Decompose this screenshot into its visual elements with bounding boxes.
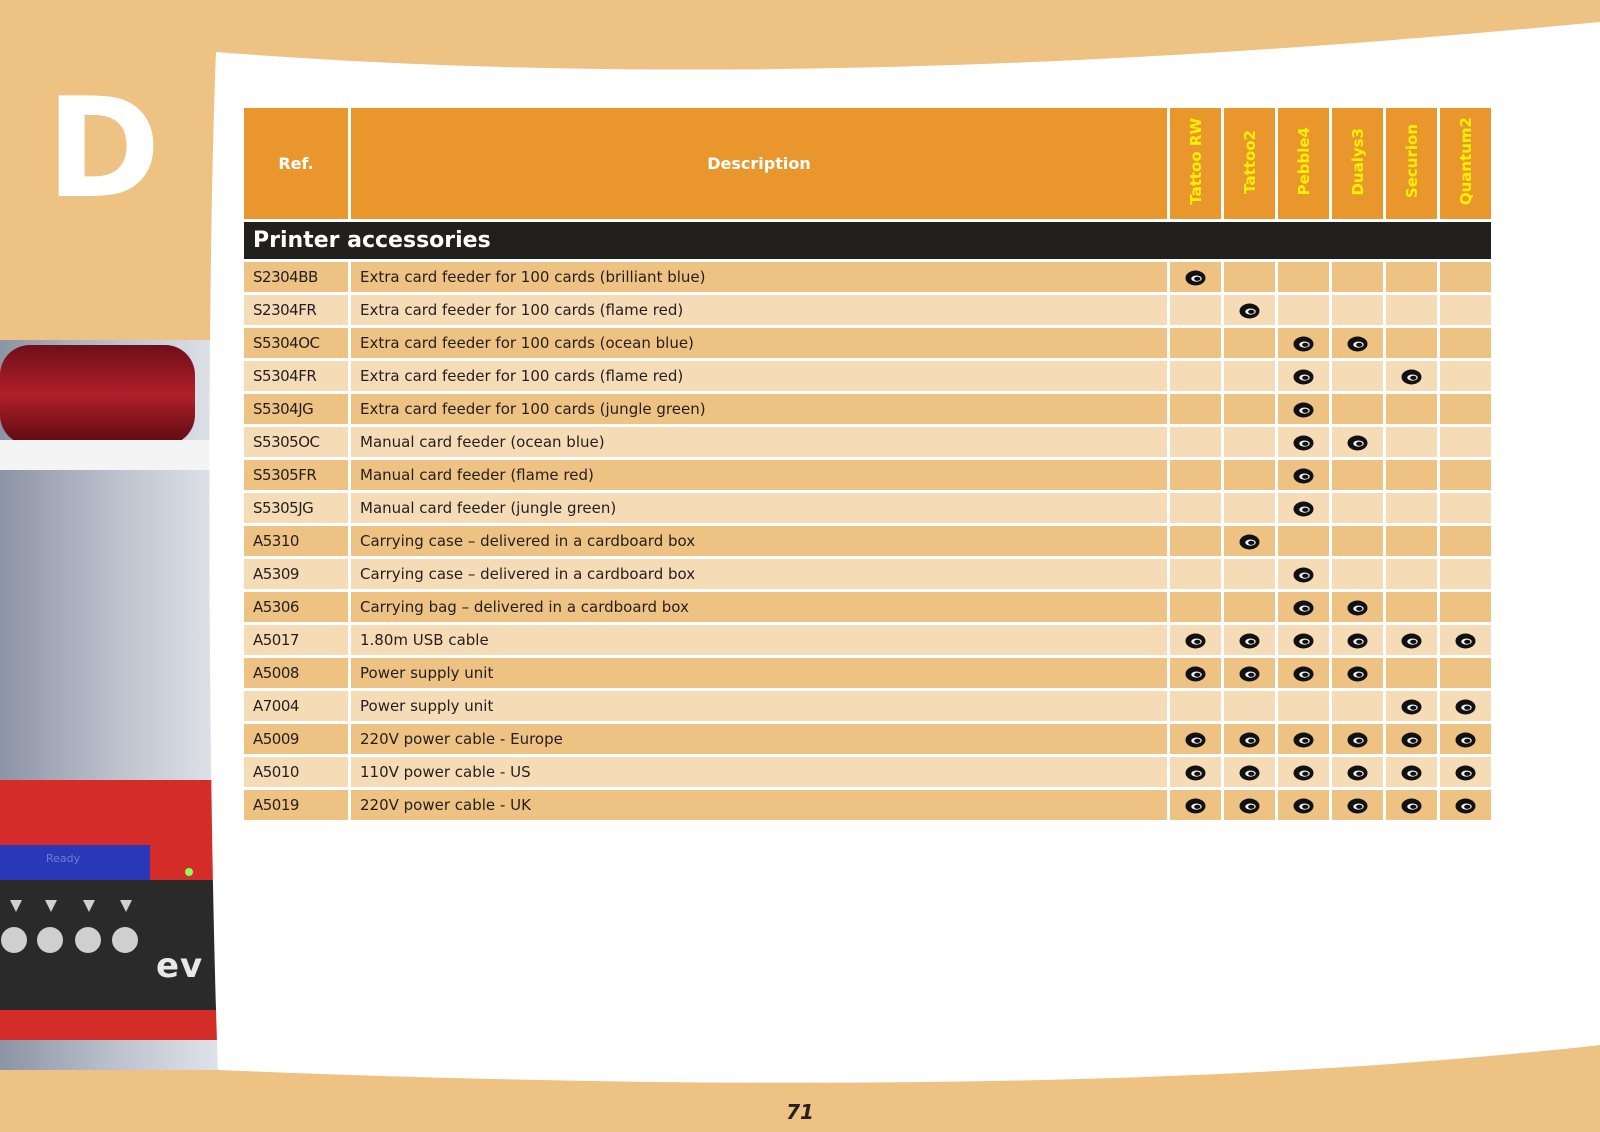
compatibility-cell [1386, 295, 1437, 325]
table-row [244, 625, 1491, 655]
compatibility-cell [1278, 790, 1329, 820]
printer-brand-text: ev [156, 946, 204, 986]
description-cell: Manual card feeder (jungle green) [351, 493, 1167, 523]
compatible-bullet-icon [1185, 732, 1206, 748]
compatibility-cell [1386, 328, 1437, 358]
compatible-bullet-icon [1347, 765, 1368, 781]
compatibility-cell [1386, 790, 1437, 820]
compatibility-cell [1386, 262, 1437, 292]
compatibility-cell [1386, 724, 1437, 754]
compatibility-cell [1278, 295, 1329, 325]
compatible-bullet-icon [1401, 732, 1422, 748]
table-row [244, 295, 1491, 325]
ref-cell: A5306 [244, 592, 348, 622]
compatibility-cell [1386, 361, 1437, 391]
compatible-bullet-icon [1293, 765, 1314, 781]
ref-cell: A5010 [244, 757, 348, 787]
ref-cell: S2304BB [244, 262, 348, 292]
ref-cell: S5305OC [244, 427, 348, 457]
table-row [244, 328, 1491, 358]
compatibility-cell [1224, 427, 1275, 457]
compatibility-cell [1224, 559, 1275, 589]
compatibility-cell [1386, 625, 1437, 655]
compatible-bullet-icon [1293, 435, 1314, 451]
compatibility-cell [1224, 691, 1275, 721]
compatible-bullet-icon [1347, 666, 1368, 682]
compatibility-cell [1278, 757, 1329, 787]
compatibility-cell [1278, 658, 1329, 688]
header-model-tattoo2 [1224, 108, 1275, 219]
compatibility-cell [1332, 757, 1383, 787]
header-model-dualys3 [1332, 108, 1383, 219]
compatibility-cell [1170, 757, 1221, 787]
compatibility-cell [1332, 724, 1383, 754]
compatibility-cell [1170, 592, 1221, 622]
table-row [244, 790, 1491, 820]
compatibility-cell [1170, 658, 1221, 688]
compatible-bullet-icon [1239, 633, 1260, 649]
compatible-bullet-icon [1185, 798, 1206, 814]
compatibility-cell [1224, 361, 1275, 391]
page-number: 71 [786, 1100, 814, 1124]
compatibility-cell [1332, 790, 1383, 820]
compatibility-cell [1278, 262, 1329, 292]
compatibility-cell [1278, 559, 1329, 589]
compatibility-cell [1440, 328, 1491, 358]
compatibility-cell [1170, 361, 1221, 391]
compatibility-cell [1224, 790, 1275, 820]
description-cell: Extra card feeder for 100 cards (ocean blue) [351, 328, 1167, 358]
header-model-quantum2 [1440, 108, 1491, 219]
header-model-label: Pebble4 [1294, 127, 1313, 196]
ref-cell: A5019 [244, 790, 348, 820]
compatibility-cell [1224, 526, 1275, 556]
compatibility-cell [1440, 427, 1491, 457]
compatible-bullet-icon [1185, 765, 1206, 781]
compatibility-cell [1224, 262, 1275, 292]
compatible-bullet-icon [1239, 732, 1260, 748]
compatibility-cell [1170, 493, 1221, 523]
compatibility-cell [1278, 625, 1329, 655]
ref-cell: A5009 [244, 724, 348, 754]
compatibility-cell [1440, 262, 1491, 292]
section-letter: D [46, 68, 161, 229]
compatibility-cell [1386, 526, 1437, 556]
compatibility-cell [1278, 493, 1329, 523]
ref-cell: S5305JG [244, 493, 348, 523]
compatibility-cell [1224, 460, 1275, 490]
compatibility-cell [1278, 526, 1329, 556]
compatible-bullet-icon [1401, 369, 1422, 385]
compatibility-cell [1224, 295, 1275, 325]
compatibility-cell [1278, 427, 1329, 457]
section-title: Printer accessories [244, 222, 1491, 259]
compatible-bullet-icon [1293, 501, 1314, 517]
compatibility-cell [1278, 460, 1329, 490]
description-cell: 220V power cable - UK [351, 790, 1167, 820]
compatible-bullet-icon [1347, 633, 1368, 649]
compatibility-cell [1332, 493, 1383, 523]
compatibility-cell [1386, 691, 1437, 721]
description-cell: Extra card feeder for 100 cards (jungle green) [351, 394, 1167, 424]
header-model-tattoo-rw [1170, 108, 1221, 219]
compatible-bullet-icon [1455, 633, 1476, 649]
compatible-bullet-icon [1185, 270, 1206, 286]
compatibility-cell [1386, 427, 1437, 457]
table-row [244, 526, 1491, 556]
table-row [244, 691, 1491, 721]
compatible-bullet-icon [1347, 435, 1368, 451]
compatibility-cell [1332, 262, 1383, 292]
ref-cell: S5304FR [244, 361, 348, 391]
compatible-bullet-icon [1293, 468, 1314, 484]
description-cell: 110V power cable - US [351, 757, 1167, 787]
compatibility-cell [1332, 295, 1383, 325]
compatibility-cell [1278, 394, 1329, 424]
compatibility-cell [1440, 625, 1491, 655]
compatible-bullet-icon [1293, 600, 1314, 616]
table-row [244, 262, 1491, 292]
compatibility-cell [1278, 691, 1329, 721]
description-cell: Carrying bag – delivered in a cardboard box [351, 592, 1167, 622]
compatibility-cell [1332, 328, 1383, 358]
compatibility-cell [1170, 394, 1221, 424]
compatible-bullet-icon [1293, 732, 1314, 748]
compatibility-cell [1224, 394, 1275, 424]
compatibility-cell [1332, 592, 1383, 622]
compatibility-cell [1170, 625, 1221, 655]
compatible-bullet-icon [1347, 798, 1368, 814]
compatibility-cell [1440, 394, 1491, 424]
compatibility-cell [1224, 328, 1275, 358]
compatibility-cell [1224, 724, 1275, 754]
description-cell: Carrying case – delivered in a cardboard box [351, 526, 1167, 556]
compatibility-cell [1278, 361, 1329, 391]
description-cell: Power supply unit [351, 658, 1167, 688]
compatibility-cell [1170, 724, 1221, 754]
description-cell: Manual card feeder (flame red) [351, 460, 1167, 490]
compatible-bullet-icon [1239, 303, 1260, 319]
description-cell: Carrying case – delivered in a cardboard box [351, 559, 1167, 589]
header-model-label: Tattoo RW [1186, 118, 1205, 205]
compatibility-cell [1386, 658, 1437, 688]
description-cell: Power supply unit [351, 691, 1167, 721]
compatibility-cell [1224, 658, 1275, 688]
compatibility-cell [1332, 625, 1383, 655]
compatibility-cell [1224, 757, 1275, 787]
compatibility-cell [1440, 493, 1491, 523]
compatible-bullet-icon [1293, 567, 1314, 583]
compatibility-cell [1386, 559, 1437, 589]
compatible-bullet-icon [1347, 600, 1368, 616]
compatibility-cell [1386, 757, 1437, 787]
compatible-bullet-icon [1347, 732, 1368, 748]
compatibility-cell [1170, 460, 1221, 490]
compatibility-cell [1332, 658, 1383, 688]
compatible-bullet-icon [1293, 633, 1314, 649]
compatible-bullet-icon [1239, 798, 1260, 814]
ref-cell: S5304OC [244, 328, 348, 358]
header-model-pebble4 [1278, 108, 1329, 219]
compatibility-cell [1332, 361, 1383, 391]
compatibility-cell [1332, 427, 1383, 457]
compatible-bullet-icon [1293, 666, 1314, 682]
description-cell: Extra card feeder for 100 cards (flame red) [351, 361, 1167, 391]
compatible-bullet-icon [1401, 633, 1422, 649]
table-row [244, 592, 1491, 622]
compatible-bullet-icon [1239, 666, 1260, 682]
compatible-bullet-icon [1347, 336, 1368, 352]
ref-cell: S5305FR [244, 460, 348, 490]
compatible-bullet-icon [1185, 666, 1206, 682]
compatibility-cell [1386, 394, 1437, 424]
compatibility-cell [1170, 790, 1221, 820]
table-row [244, 460, 1491, 490]
ref-cell: S5304JG [244, 394, 348, 424]
description-cell: 220V power cable - Europe [351, 724, 1167, 754]
compatible-bullet-icon [1239, 765, 1260, 781]
ref-cell: A7004 [244, 691, 348, 721]
table-row [244, 361, 1491, 391]
compatible-bullet-icon [1293, 336, 1314, 352]
table-row [244, 394, 1491, 424]
table-header-row [244, 108, 1491, 219]
compatibility-cell [1440, 361, 1491, 391]
compatibility-cell [1386, 592, 1437, 622]
compatibility-cell [1440, 658, 1491, 688]
table-row [244, 427, 1491, 457]
compatibility-cell [1440, 757, 1491, 787]
ref-cell: S2304FR [244, 295, 348, 325]
compatibility-cell [1440, 559, 1491, 589]
compatible-bullet-icon [1293, 369, 1314, 385]
header-ref: Ref. [244, 108, 348, 219]
compatibility-cell [1440, 592, 1491, 622]
compatibility-cell [1386, 460, 1437, 490]
description-cell: Manual card feeder (ocean blue) [351, 427, 1167, 457]
compatible-bullet-icon [1293, 402, 1314, 418]
compatibility-cell [1440, 691, 1491, 721]
compatible-bullet-icon [1401, 765, 1422, 781]
compatibility-cell [1278, 592, 1329, 622]
header-model-label: Quantum2 [1456, 117, 1475, 206]
ref-cell: A5310 [244, 526, 348, 556]
compatibility-cell [1440, 724, 1491, 754]
compatibility-cell [1386, 493, 1437, 523]
compatible-bullet-icon [1401, 798, 1422, 814]
compatibility-cell [1170, 262, 1221, 292]
compatibility-cell [1440, 460, 1491, 490]
compatibility-cell [1332, 559, 1383, 589]
compatibility-cell [1224, 493, 1275, 523]
ref-cell: A5309 [244, 559, 348, 589]
compatibility-cell [1440, 295, 1491, 325]
compatibility-cell [1440, 526, 1491, 556]
accessories-table [241, 105, 1494, 823]
compatible-bullet-icon [1455, 699, 1476, 715]
compatible-bullet-icon [1293, 798, 1314, 814]
header-model-label: Dualys3 [1348, 127, 1367, 196]
compatible-bullet-icon [1401, 699, 1422, 715]
compatibility-cell [1332, 394, 1383, 424]
printer-screen-text: Ready [46, 852, 81, 865]
ref-cell: A5008 [244, 658, 348, 688]
compatibility-cell [1332, 460, 1383, 490]
compatibility-cell [1170, 295, 1221, 325]
compatible-bullet-icon [1455, 798, 1476, 814]
table-row [244, 658, 1491, 688]
header-description: Description [351, 108, 1167, 219]
compatible-bullet-icon [1455, 765, 1476, 781]
compatibility-cell [1170, 526, 1221, 556]
compatible-bullet-icon [1185, 633, 1206, 649]
compatibility-cell [1170, 328, 1221, 358]
compatibility-cell [1170, 427, 1221, 457]
compatibility-cell [1224, 625, 1275, 655]
compatibility-cell [1332, 526, 1383, 556]
compatible-bullet-icon [1239, 534, 1260, 550]
table-row [244, 559, 1491, 589]
header-model-label: Securion [1402, 124, 1421, 199]
table-row [244, 724, 1491, 754]
ref-cell: A5017 [244, 625, 348, 655]
compatible-bullet-icon [1455, 732, 1476, 748]
table-row [244, 493, 1491, 523]
description-cell: Extra card feeder for 100 cards (flame red) [351, 295, 1167, 325]
section-row [244, 222, 1491, 259]
header-model-label: Tattoo2 [1240, 129, 1259, 194]
compatibility-cell [1170, 691, 1221, 721]
description-cell: 1.80m USB cable [351, 625, 1167, 655]
header-model-securion [1386, 108, 1437, 219]
compatibility-cell [1224, 592, 1275, 622]
compatibility-cell [1440, 790, 1491, 820]
compatibility-cell [1170, 559, 1221, 589]
compatibility-cell [1332, 691, 1383, 721]
compatibility-cell [1278, 724, 1329, 754]
description-cell: Extra card feeder for 100 cards (brilliant blue) [351, 262, 1167, 292]
table-row [244, 757, 1491, 787]
compatibility-cell [1278, 328, 1329, 358]
